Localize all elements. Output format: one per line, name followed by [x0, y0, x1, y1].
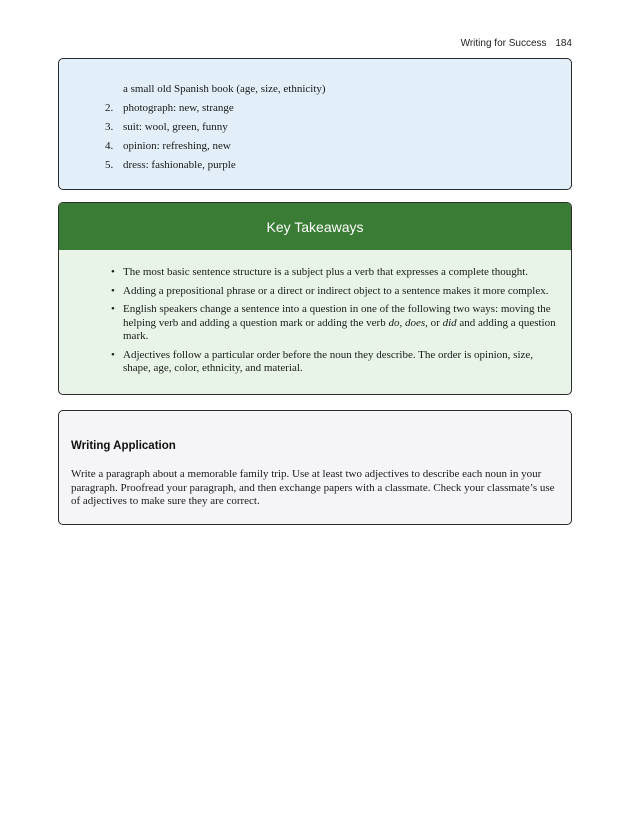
takeaway-list	[59, 266, 571, 381]
item-number: 5.	[105, 159, 114, 171]
bullet-icon: •	[111, 348, 115, 361]
key-takeaways-header	[59, 203, 571, 250]
list-item	[59, 285, 571, 299]
emphasis-does: does	[404, 316, 426, 329]
item-text: a small old Spanish book (age, size, ethnicity)	[123, 83, 326, 95]
emphasis-did: did	[442, 316, 457, 329]
takeaway-text: English speakers change a sentence into a question in one of the following two ways: moving the helping verb and adding a question mark or adding the verb do, does, or did and adding a question mark.	[123, 303, 556, 342]
item-text: opinion: refreshing, new	[123, 140, 231, 152]
list-item	[59, 303, 571, 344]
exercise-box	[58, 58, 572, 190]
writing-application-text: Write a paragraph about a memorable family trip. Use at least two adjectives to describe each noun in your paragraph. Proofread your paragraph, and then exchange papers with a classmate. Check your classmate’s use of adjectives to make sure they are correct.	[71, 468, 555, 507]
book-title: Writing for Success	[460, 38, 547, 49]
list-item	[59, 156, 571, 175]
writing-application-title: Writing Application	[71, 440, 176, 452]
item-number: 3.	[105, 121, 114, 133]
takeaway-text: The most basic sentence structure is a subject plus a verb that expresses a complete thought.	[123, 266, 529, 278]
emphasis-do: do	[388, 316, 400, 329]
writing-application-box	[58, 410, 572, 525]
exercise-list	[59, 80, 571, 175]
list-item	[59, 266, 571, 280]
list-item	[59, 80, 571, 99]
list-item	[59, 99, 571, 118]
bullet-icon: •	[111, 284, 115, 297]
item-number: 4.	[105, 140, 114, 152]
bullet-icon: •	[111, 266, 115, 278]
item-text: suit: wool, green, funny	[123, 121, 228, 133]
item-number: 2.	[105, 102, 114, 114]
item-text: dress: fashionable, purple	[123, 159, 236, 171]
page-number: 184	[555, 38, 572, 49]
key-takeaways-title: Key Takeaways	[266, 218, 364, 235]
takeaway-text: Adjectives follow a particular order before the noun they describe. The order is opinion, size, shape, age, color, ethnicity, and material.	[123, 348, 534, 374]
running-head	[461, 38, 572, 49]
list-item	[59, 349, 571, 376]
item-text: photograph: new, strange	[123, 102, 234, 114]
list-item	[59, 118, 571, 137]
bullet-icon: •	[111, 303, 115, 315]
list-item	[59, 137, 571, 156]
takeaway-text: Adding a prepositional phrase or a direct or indirect object to a sentence makes it more complex.	[123, 284, 549, 297]
key-takeaways-box	[58, 202, 572, 395]
